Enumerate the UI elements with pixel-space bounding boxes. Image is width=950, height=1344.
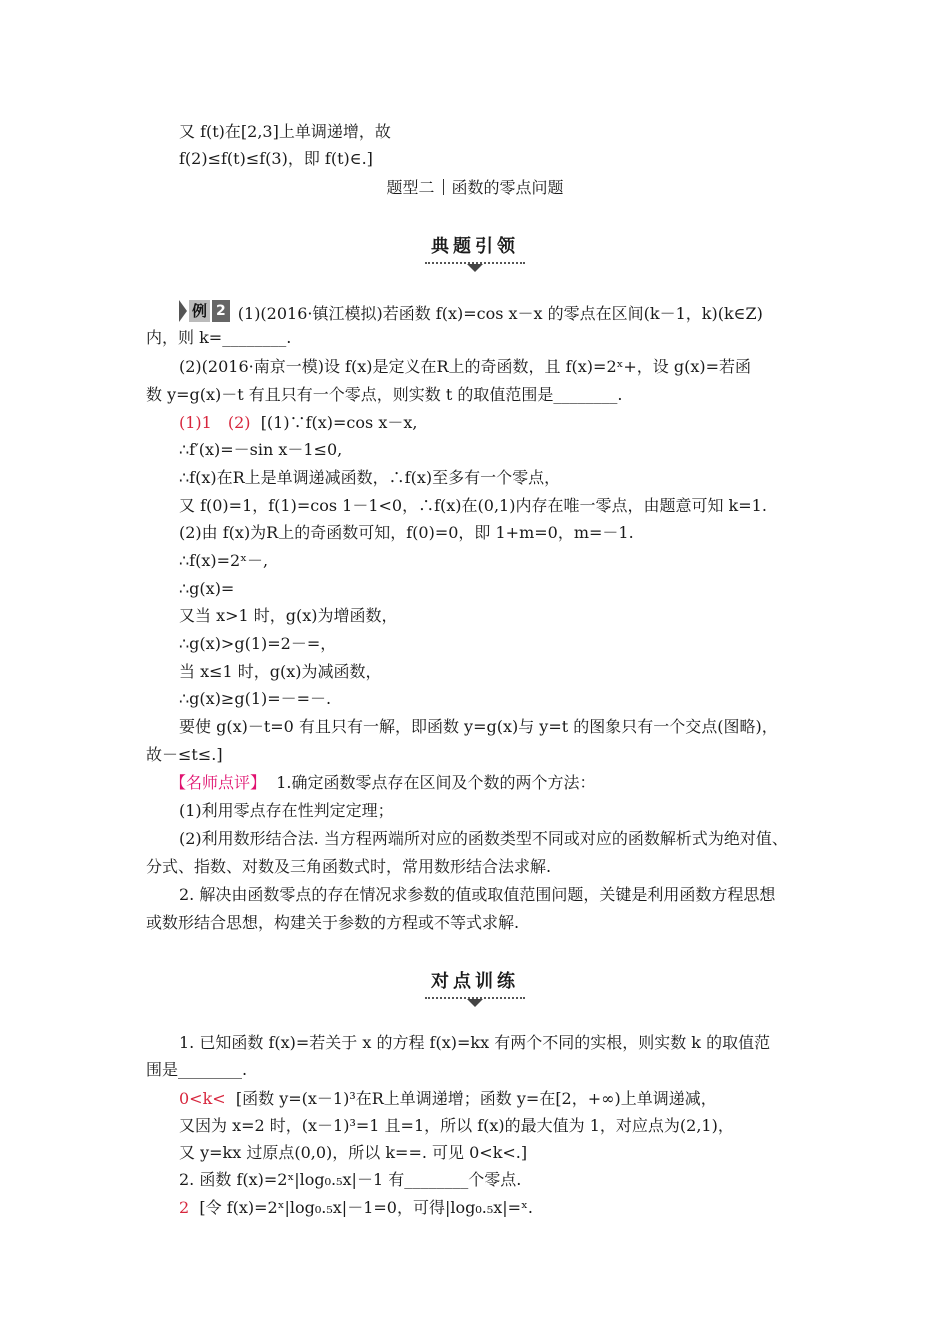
text-line: 数 y=g(x)－t 有且只有一个零点，则实数 t 的取值范围是________.: [146, 385, 623, 404]
section-heading: [0, 177, 950, 199]
text-line: 又 f(t)在[2,3]上单调递增，故: [179, 122, 391, 141]
solution-line: 故－≤t≤.]: [146, 745, 223, 764]
solution-text: [函数 y=(x－1)³在R上单调递增；函数 y=在[2，+∞)上单调递减，: [235, 1089, 717, 1108]
review-line: 分式、指数、对数及三角函数式时，常用数形结合法求解.: [146, 857, 552, 876]
practice-line: 2. 函数 f(x)=2ˣ|log₀.₅x|－1 有________个零点.: [179, 1170, 522, 1189]
text-line: f(2)≤f(t)≤f(3)，即 f(t)∈.]: [179, 149, 373, 168]
solution-line: ∴f(x)在R上是单调递减函数，∴f(x)至多有一个零点，: [179, 468, 561, 487]
solution-line: 当 x≤1 时，g(x)为减函数，: [179, 662, 382, 681]
review-line: 或数形结合思想，构建关于参数的方程或不等式求解.: [146, 913, 520, 932]
solution-line: ∴g(x)≥g(1)=－=－.: [179, 689, 332, 708]
solution-line: ∴g(x)>g(1)=2－=，: [179, 634, 337, 653]
solution-line: 又 f(0)=1，f(1)=cos 1－1<0，∴f(x)在(0,1)内存在唯一零点，由题意可知 k=1.: [179, 496, 767, 515]
example-badge-number: 2: [212, 300, 230, 322]
banner-duidian-xunlian: [0, 967, 950, 1007]
solution-line: 又当 x>1 时，g(x)为增函数，: [179, 606, 398, 625]
example-badge: [179, 300, 230, 322]
question-text: (1)(2016·镇江模拟)若函数 f(x)=cos x－x 的零点在区间(k－1，k)(k∈Z): [237, 304, 763, 323]
solution-text: [(1)∵f(x)=cos x－x,: [260, 413, 418, 432]
review-text: 1.确定函数零点存在区间及个数的两个方法：: [276, 773, 596, 792]
review-line: 2. 解决由函数零点的存在情况求参数的值或取值范围问题，关键是利用函数方程思想: [179, 885, 776, 904]
answer-marker: 0<k<: [179, 1089, 226, 1108]
practice-line: 1. 已知函数 f(x)=若关于 x 的方程 f(x)=kx 有两个不同的实根，则实数 k 的取值范: [179, 1033, 771, 1052]
text-line: 内，则 k=________.: [146, 328, 292, 347]
example-line: [179, 300, 763, 325]
solution-text: [令 f(x)=2ˣ|log₀.₅x|－1=0，可得|log₀.₅x|=ˣ.: [199, 1198, 533, 1217]
answer-line: [179, 1088, 717, 1110]
triangle-down-icon: [467, 999, 483, 1007]
banner-title: 对点训练: [425, 967, 525, 999]
solution-line: ∴f(x)=2ˣ－,: [179, 551, 269, 570]
text-line: (2)(2016·南京一模)设 f(x)是定义在R上的奇函数，且 f(x)=2ˣ+，设 g(x)=若函: [179, 357, 752, 376]
solution-line: 要使 g(x)－t=0 有且只有一解，即函数 y=g(x)与 y=t 的图象只有一个交点(图略)，: [179, 717, 778, 736]
divider: [443, 179, 444, 195]
banner-title: 典题引领: [425, 232, 525, 264]
answer-marker: 2: [179, 1198, 190, 1217]
answer-line: [179, 412, 417, 434]
review-line: (1)利用零点存在性判定定理；: [179, 801, 394, 820]
play-arrow-icon: [179, 300, 187, 322]
review-line: [170, 772, 595, 794]
solution-line: ∴g(x)=: [179, 579, 235, 598]
solution-line: ∴f′(x)=－sin x－1≤0,: [179, 440, 343, 459]
example-badge-label: 例: [189, 300, 210, 322]
triangle-down-icon: [467, 264, 483, 272]
review-tag: 【名师点评】: [170, 773, 267, 792]
solution-line: 又因为 x=2 时，(x－1)³=1 且=1，所以 f(x)的最大值为 1，对应点为(2,1)，: [179, 1116, 734, 1135]
banner-dianti-yinling: [0, 232, 950, 272]
review-line: (2)利用数形结合法. 当方程两端所对应的函数类型不同或对应的函数解析式为绝对值、: [179, 829, 788, 848]
answer-line: [179, 1197, 533, 1219]
section-label: 题型二: [386, 178, 435, 197]
solution-line: (2)由 f(x)为R上的奇函数可知，f(0)=0，即 1+m=0，m=－1.: [179, 523, 634, 542]
section-title: 函数的零点问题: [451, 178, 564, 197]
solution-line: 又 y=kx 过原点(0,0)，所以 k==. 可见 0<k<.]: [179, 1143, 528, 1162]
practice-line: 围是________.: [146, 1060, 248, 1079]
answer-marker: (1)1 (2): [179, 413, 251, 432]
